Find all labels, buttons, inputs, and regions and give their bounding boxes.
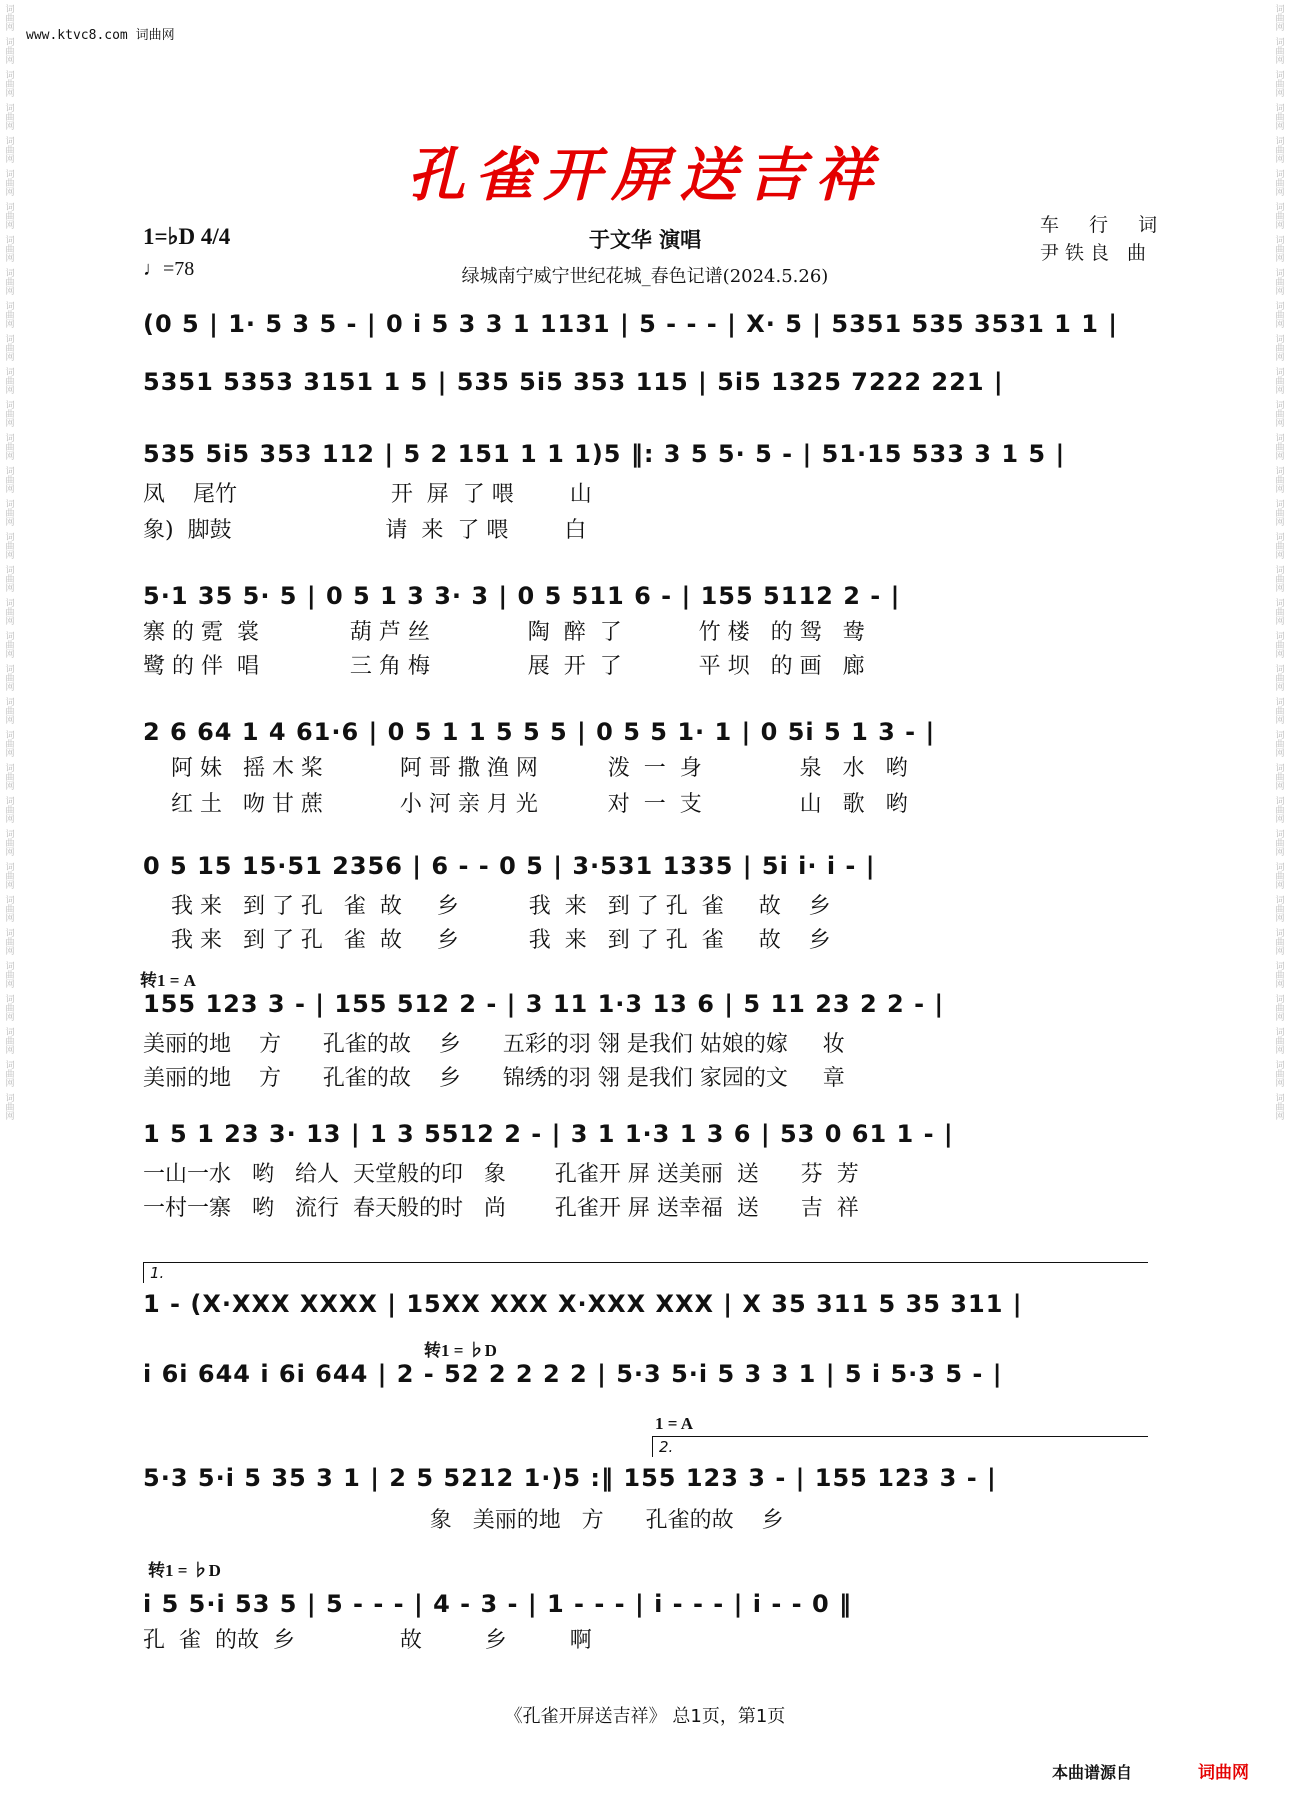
notation-line: 5·3 5·i 5 35 3 1 | 2 5 5212 1·)5 :‖ 155 123 3 - | 155 123 3 - | (143, 1464, 997, 1492)
watermark-text: 词曲网 (5, 962, 15, 990)
watermark-text: 词曲网 (1275, 698, 1285, 726)
lyric-verse-1: 我 来 到 了 孔 雀 故 乡 我 来 到 了 孔 雀 故 乡 (143, 894, 831, 919)
first-ending-bracket (143, 1262, 1148, 1283)
staff-row-1 (143, 306, 1150, 350)
watermark-text: 词曲网 (1275, 1061, 1285, 1089)
watermark-text: 词曲网 (1275, 995, 1285, 1023)
tempo-marking: ♩=78 (143, 258, 195, 280)
watermark-text: 词曲网 (5, 467, 15, 495)
watermark-text: 词曲网 (5, 368, 15, 396)
watermark-text: 词曲网 (5, 5, 15, 33)
lyricist-credit: 车 行 词 (1040, 214, 1170, 236)
song-title: 孔雀开屏送吉祥 (406, 141, 883, 209)
lyric-verse-2: 红 土 吻 甘 蔗 小 河 亲 月 光 对 一 支 山 歌 哟 (143, 792, 908, 817)
modulation-to-db-2: 转1 = ♭D (148, 1561, 221, 1580)
singer-credit: 于文华 演唱 (588, 228, 702, 252)
watermark-text: 词曲网 (1275, 434, 1285, 462)
second-ending-bracket (652, 1436, 1148, 1457)
composer-credit: 尹铁良 曲 (1040, 242, 1153, 264)
watermark-text: 词曲网 (5, 698, 15, 726)
staff-row-5 (143, 714, 1150, 758)
notation-line: 155 123 3 - | 155 512 2 - | 3 11 1·3 13 6 | 5 11 23 2 2 - | (143, 990, 945, 1018)
staff-row-10 (143, 1356, 1150, 1400)
transcriber-credit: 绿城南宁威宁世纪花城_春色记谱(2024.5.26) (461, 266, 829, 287)
lyric-verse-2: 象) 脚鼓 请 来 了 喂 白 (143, 518, 587, 543)
notation-line: 1 5 1 23 3· 13 | 1 3 5512 2 - | 3 1 1·3 1 3 6 | 53 0 61 1 - | (143, 1120, 954, 1148)
watermark-text: 词曲网 (1275, 236, 1285, 264)
lyric-verse-1: 一山一水 哟 给人 天堂般的印 象 孔雀开 屏 送美丽 送 芬 芳 (143, 1162, 859, 1187)
watermark-text: 词曲网 (1275, 797, 1285, 825)
watermark-text: 词曲网 (1275, 500, 1285, 528)
lyric-verse-1: 美丽的地 方 孔雀的故 乡 五彩的羽 翎 是我们 姑娘的嫁 妆 (143, 1032, 845, 1057)
watermark-text: 词曲网 (5, 797, 15, 825)
watermark-text: 词曲网 (5, 1061, 15, 1089)
lyric-verse-2: 一村一寨 哟 流行 春天般的时 尚 孔雀开 屏 送幸福 送 吉 祥 (143, 1196, 859, 1221)
second-ending-label: 2. (659, 1438, 674, 1456)
notation-line: 0 5 15 15·51 2356 | 6 - - 0 5 | 3·531 1335 | 5i i· i - | (143, 852, 876, 880)
staff-row-3 (143, 436, 1150, 480)
watermark-text: 词曲网 (5, 335, 15, 363)
staff-row-12 (143, 1586, 1150, 1630)
watermark-text: 词曲网 (1275, 335, 1285, 363)
watermark-text: 词曲网 (5, 533, 15, 561)
notation-line: 5351 5353 3151 1 5 | 535 5i5 353 115 | 5i5 1325 7222 221 | (143, 368, 1004, 396)
watermark-text: 词曲网 (5, 665, 15, 693)
site-url: www.ktvc8.com 词曲网 (26, 28, 175, 43)
watermark-text: 词曲网 (5, 269, 15, 297)
notation-line: (0 5 | 1· 5 3 5 - | 0 i 5 3 3 1 1131 | 5 - - - | X· 5 | 5351 535 3531 1 1 | (143, 310, 1119, 338)
lyric-verse-1: 寨 的 霓 裳 葫 芦 丝 陶 醉 了 竹 楼 的 鸳 鸯 (143, 620, 865, 645)
watermark-text: 词曲网 (1275, 302, 1285, 330)
watermark-text: 词曲网 (1275, 632, 1285, 660)
watermark-text: 词曲网 (5, 764, 15, 792)
watermark-text: 词曲网 (5, 38, 15, 66)
modulation-to-db: 转1 = ♭D (424, 1341, 497, 1360)
watermark-text: 词曲网 (5, 71, 15, 99)
watermark-text: 词曲网 (5, 1028, 15, 1056)
notation-line: 2 6 64 1 4 61·6 | 0 5 1 1 5 5 5 | 0 5 5 1· 1 | 0 5i 5 1 3 - | (143, 718, 936, 746)
watermark-text: 词曲网 (1275, 38, 1285, 66)
watermark-text: 词曲网 (1275, 104, 1285, 132)
watermark-text: 词曲网 (5, 566, 15, 594)
watermark-text: 词曲网 (1275, 1094, 1285, 1122)
watermark-text: 词曲网 (5, 632, 15, 660)
lyric-verse-1: 象 美丽的地 方 孔雀的故 乡 (143, 1508, 784, 1533)
watermark-text: 词曲网 (1275, 170, 1285, 198)
staff-row-11 (143, 1460, 1150, 1504)
watermark-text: 词曲网 (5, 500, 15, 528)
modulation-to-a: 转1 = A (140, 971, 196, 990)
watermark-text: 词曲网 (1275, 830, 1285, 858)
watermark-text: 词曲网 (5, 434, 15, 462)
watermark-text: 词曲网 (5, 830, 15, 858)
page-footer: 《孔雀开屏送吉祥》 总1页，第1页 (504, 1706, 786, 1727)
watermark-text: 词曲网 (1275, 533, 1285, 561)
staff-row-6 (143, 848, 1150, 892)
notation-line: 535 5i5 353 112 | 5 2 151 1 1 1)5 ‖: 3 5 5· 5 - | 51·15 533 3 1 5 | (143, 440, 1066, 468)
watermark-text: 词曲网 (1275, 137, 1285, 165)
source-brand-link[interactable]: 词曲网 (1198, 1763, 1249, 1783)
watermark-text: 词曲网 (5, 731, 15, 759)
key-a-marking: 1 = A (655, 1414, 694, 1433)
staff-row-9 (143, 1286, 1150, 1330)
staff-row-8 (143, 1116, 1150, 1160)
lyric-verse-2: 我 来 到 了 孔 雀 故 乡 我 来 到 了 孔 雀 故 乡 (143, 928, 831, 953)
watermark-text: 词曲网 (1275, 269, 1285, 297)
watermark-text: 词曲网 (5, 302, 15, 330)
watermark-text: 词曲网 (1275, 203, 1285, 231)
notation-line: i 5 5·i 53 5 | 5 - - - | 4 - 3 - | 1 - - - | i - - - | i - - 0 ‖ (143, 1590, 852, 1618)
watermark-text: 词曲网 (5, 104, 15, 132)
first-ending-label: 1. (150, 1264, 165, 1282)
watermark-text: 词曲网 (1275, 71, 1285, 99)
notation-line: i 6i 644 i 6i 644 | 2 - 52 2 2 2 2 | 5·3 5·i 5 3 3 1 | 5 i 5·3 5 - | (143, 1360, 1003, 1388)
watermark-text: 词曲网 (1275, 962, 1285, 990)
watermark-text: 词曲网 (1275, 566, 1285, 594)
watermark-text: 词曲网 (1275, 368, 1285, 396)
watermark-text: 词曲网 (1275, 764, 1285, 792)
watermark-text: 词曲网 (5, 236, 15, 264)
watermark-text: 词曲网 (5, 170, 15, 198)
watermark-text: 词曲网 (1275, 863, 1285, 891)
key-signature: 1=♭D 4/4 (143, 224, 231, 249)
lyric-verse-1: 凤 尾竹 开 屏 了 喂 山 (143, 482, 592, 507)
watermark-text: 词曲网 (1275, 1028, 1285, 1056)
notation-line: 5·1 35 5· 5 | 0 5 1 3 3· 3 | 0 5 511 6 - | 155 5112 2 - | (143, 582, 901, 610)
watermark-text: 词曲网 (1275, 5, 1285, 33)
staff-row-2 (143, 364, 1150, 408)
watermark-text: 词曲网 (1275, 731, 1285, 759)
watermark-text: 词曲网 (5, 896, 15, 924)
watermark-text: 词曲网 (1275, 599, 1285, 627)
staff-row-4 (143, 578, 1150, 622)
watermark-text: 词曲网 (5, 137, 15, 165)
source-label: 本曲谱源自 (1052, 1763, 1133, 1782)
lyric-verse-1: 孔 雀 的故 乡 故 乡 啊 (143, 1628, 592, 1653)
watermark-text: 词曲网 (5, 599, 15, 627)
watermark-text: 词曲网 (5, 863, 15, 891)
watermark-text: 词曲网 (5, 401, 15, 429)
watermark-text: 词曲网 (1275, 467, 1285, 495)
watermark-text: 词曲网 (1275, 665, 1285, 693)
watermark-text: 词曲网 (5, 1094, 15, 1122)
lyric-verse-2: 美丽的地 方 孔雀的故 乡 锦绣的羽 翎 是我们 家园的文 章 (143, 1066, 845, 1091)
lyric-verse-2: 鹭 的 伴 唱 三 角 梅 展 开 了 平 坝 的 画 廊 (143, 654, 865, 679)
watermark-text: 词曲网 (5, 929, 15, 957)
watermark-text: 词曲网 (1275, 896, 1285, 924)
watermark-text: 词曲网 (5, 995, 15, 1023)
watermark-text: 词曲网 (1275, 929, 1285, 957)
watermark-text: 词曲网 (5, 203, 15, 231)
staff-row-7 (143, 986, 1150, 1030)
watermark-text: 词曲网 (1275, 401, 1285, 429)
notation-line: 1 - (X·XXX XXXX | 15XX XXX X·XXX XXX | X 35 311 5 35 311 | (143, 1290, 1023, 1318)
lyric-verse-1: 阿 妹 摇 木 桨 阿 哥 撒 渔 网 泼 一 身 泉 水 哟 (143, 756, 908, 781)
